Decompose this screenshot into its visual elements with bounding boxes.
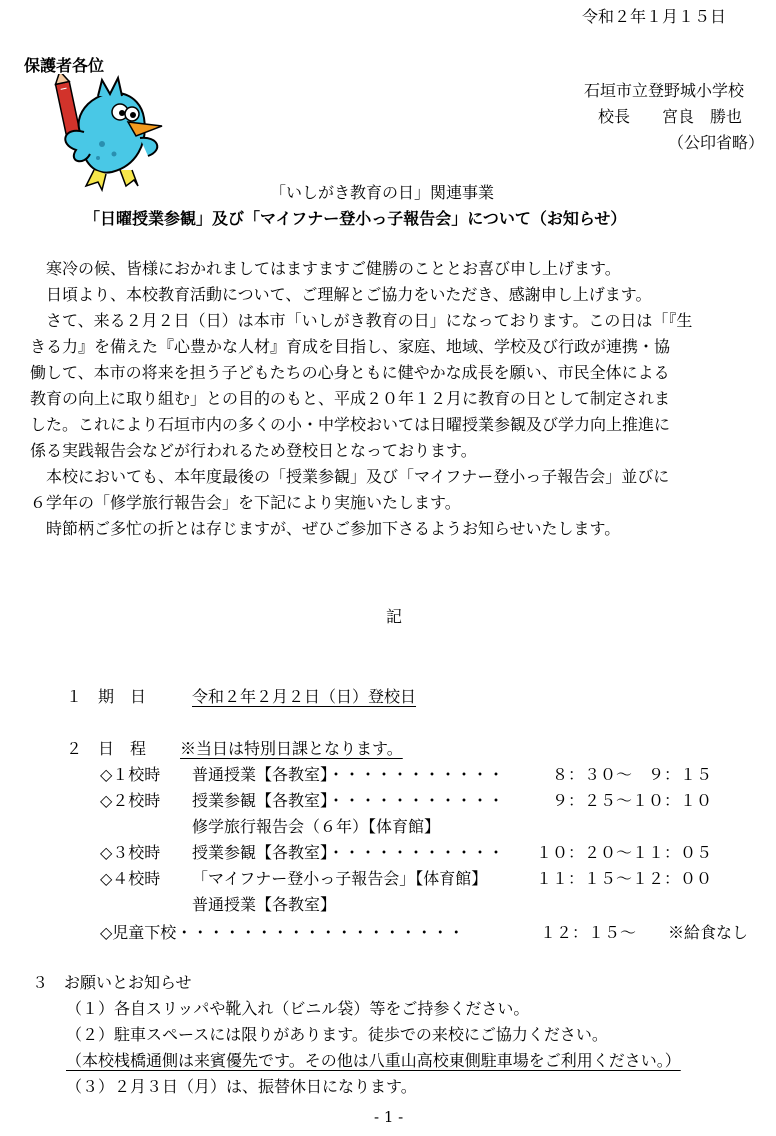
school-name: 石垣市立登野城小学校 <box>584 81 745 100</box>
period-2-label: ◇２校時 <box>100 791 161 810</box>
period-1-content: 普通授業【各教室】・・・・・・・・・・・ <box>192 765 505 784</box>
event-line-1: 本校においても、本年度最後の「授業参観」及び「マイフナー登小っ子報告会」並びに <box>46 467 670 486</box>
notice-3: （３）２月３日（月）は、振替休日になります。 <box>66 1077 417 1096</box>
principal-name: 校長 宮良 勝也 <box>598 107 743 126</box>
period-1-time: ８：３０〜 ９：１５ <box>552 765 713 784</box>
closing-paragraph: 時節柄ご多忙の折とは存じますが、ぜひご参加下さるようお知らせいたします。 <box>46 519 621 538</box>
education-day-line-1: さて、来る２月２日（日）は本市「いしがき教育の日」になっております。この日は「『生 <box>46 311 693 330</box>
page-number: - 1 - <box>374 1108 404 1126</box>
item-1-number: １ <box>66 687 83 706</box>
document-title: 「日曜授業参観」及び「マイフナー登小っ子報告会」について（お知らせ） <box>84 209 627 228</box>
item-2-number: ２ <box>66 739 83 758</box>
bird-mascot-icon <box>40 74 170 194</box>
period-2b-content: 修学旅行報告会（６年）【体育館】 <box>192 817 441 836</box>
document-date: 令和２年１月１５日 <box>582 7 727 26</box>
education-day-line-2: きる力』を備えた『心豊かな人材』育成を目指し、家庭、地域、学校及び行政が連携・協 <box>30 337 671 356</box>
thanks-paragraph: 日頃より、本校教育活動について、ご理解とご協力をいただき、感謝申し上げます。 <box>46 285 652 304</box>
event-line-2: ６学年の「修学旅行報告会」を下記により実施いたします。 <box>30 493 461 512</box>
period-4-label: ◇４校時 <box>100 869 161 888</box>
seal-omitted-note: （公印省略） <box>668 133 765 152</box>
ki-heading: 記 <box>386 607 403 626</box>
notice-1: （１）各自スリッパや靴入れ（ビニル袋）等をご持参ください。 <box>66 999 530 1018</box>
body-text <box>30 256 742 542</box>
period-3-time: １０：２０〜１１：０５ <box>536 843 713 862</box>
notice-2-parking-note: （本校桟橋通側は来賓優先です。その他は八重山高校東側駐車場をご利用ください。） <box>66 1051 681 1070</box>
period-4-content: 「マイフナー登小っ子報告会」【体育館】 <box>192 869 488 888</box>
period-4-time: １１：１５〜１２：００ <box>536 869 713 888</box>
event-date: 令和２年２月２日（日）登校日 <box>192 687 417 706</box>
item-3-number: ３ <box>32 973 49 992</box>
item-3-label: お願いとお知らせ <box>64 973 192 992</box>
schedule-note: ※当日は特別日課となります。 <box>180 739 403 758</box>
period-2-content: 授業参観【各教室】・・・・・・・・・・・ <box>192 791 505 810</box>
period-4b-content: 普通授業【各教室】 <box>192 895 337 914</box>
event-subtitle: 「いしがき教育の日」関連事業 <box>270 183 495 202</box>
notice-2: （２）駐車スペースには限りがあります。徒歩での来校にご協力ください。 <box>66 1025 608 1044</box>
period-1-label: ◇１校時 <box>100 765 161 784</box>
dismissal-note: ※給食なし <box>668 923 749 942</box>
period-3-label: ◇３校時 <box>100 843 161 862</box>
dismissal-time: １２：１５〜 <box>540 923 637 942</box>
period-2-time: ９：２５〜１０：１０ <box>552 791 713 810</box>
addressee: 保護者各位 <box>24 56 105 75</box>
item-2-label: 日 程 <box>98 739 147 758</box>
dismissal-label: ◇児童下校・・・・・・・・・・・・・・・・・・ <box>100 923 465 942</box>
item-1-label: 期 日 <box>98 687 147 706</box>
education-day-line-3: 働して、本市の将来を担う子どもたちの心身ともに健やかな成長を願い、市民全体による <box>30 363 670 382</box>
education-day-line-6: 係る実践報告会などが行われるため登校日となっております。 <box>30 441 477 460</box>
period-3-content: 授業参観【各教室】・・・・・・・・・・・ <box>192 843 505 862</box>
greeting-paragraph: 寒冷の候、皆様におかれましてはますますご健勝のこととお喜び申し上げます。 <box>46 259 621 278</box>
education-day-line-5: した。これにより石垣市内の多くの小・中学校おいては日曜授業参観及び学力向上推進に <box>30 415 671 434</box>
education-day-line-4: 教育の向上に取り組む」との目的のもと、平成２０年１２月に教育の日として制定されま <box>30 389 671 408</box>
